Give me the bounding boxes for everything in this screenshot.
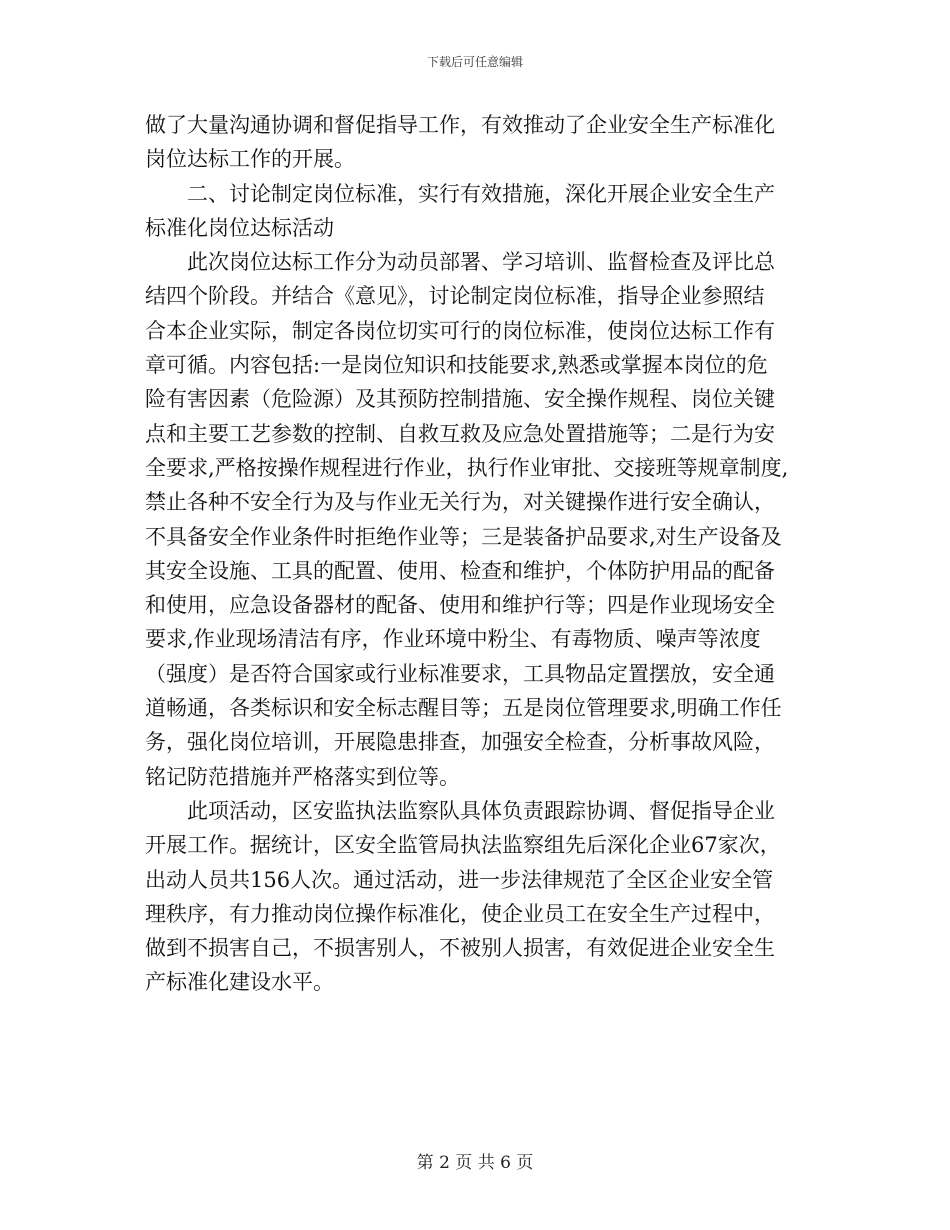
body-line: 点和主要工艺参数的控制、自救互救及应急处置措施等；二是行为安 [145,421,775,446]
body-line: 此项活动，区安监执法监察队具体负责跟踪协调、督促指导企业 [187,798,775,823]
body-line: 不具备安全作业条件时拒绝作业等；三是装备护品要求,对生产设备及 [145,524,782,549]
body-line: 其安全设施、工具的配置、使用、检查和维护，个体防护用品的配备 [145,558,775,583]
document-body [145,108,815,1000]
body-line: 结四个阶段。并结合《意见》，讨论制定岗位标准，指导企业参照结 [145,284,765,309]
page-number: 第 2 页 共 6 页 [416,1153,534,1173]
body-line: 做了大量沟通协调和督促指导工作，有效推动了企业安全生产标准化 [145,113,775,137]
body-line: 全要求,严格按操作规程进行作业，执行作业审批、交接班等规章制度, [145,455,789,480]
body-line: 禁止各种不安全行为及与作业无关行为，对关键操作进行安全确认， [145,490,775,515]
body-line: 岗位达标工作的开展。 [145,147,355,172]
body-line: 做到不损害自己，不损害别人，不被别人损害，有效促进企业安全生 [145,936,775,961]
body-line: 此次岗位达标工作分为动员部署、学习培训、监督检查及评比总 [187,250,775,275]
body-line: 合本企业实际，制定各岗位切实可行的岗位标准，使岗位达标工作有 [145,318,775,343]
body-line: 开展工作。据统计，区安全监管局执法监察组先后深化企业67家次， [145,833,781,858]
body-line: 章可循。内容包括:一是岗位知识和技能要求,熟悉或掌握本岗位的危 [145,353,768,378]
body-line: 务，强化岗位培训，开展隐患排查，加强安全检查，分析事故风险， [145,730,775,755]
section-heading: 二、讨论制定岗位标准，实行有效措施，深化开展企业安全生产 [187,181,775,206]
body-line: （强度）是否符合国家或行业标准要求，工具物品定置摆放，安全通 [145,661,775,686]
body-line: 铭记防范措施并严格落实到位等。 [145,764,460,789]
body-line: 理秩序，有力推动岗位操作标准化，使企业员工在安全生产过程中， [145,901,775,926]
body-line: 和使用，应急设备器材的配备、使用和维护行等；四是作业现场安全 [145,593,775,618]
body-line: 出动人员共156人次。通过活动，进一步法律规范了全区企业安全管 [145,867,774,892]
body-line: 产标准化建设水平。 [145,970,334,995]
body-line: 要求,作业现场清洁有序，作业环境中粉尘、有毒物质、噪声等浓度 [145,627,761,652]
body-line: 道畅通，各类标识和安全标志醒目等；五是岗位管理要求,明确工作任 [145,696,782,721]
body-line: 险有害因素（危险源）及其预防控制措施、安全操作规程、岗位关键 [145,387,775,412]
section-heading: 标准化岗位达标活动 [145,215,334,240]
page-header: 下载后可任意编辑 [426,55,523,69]
